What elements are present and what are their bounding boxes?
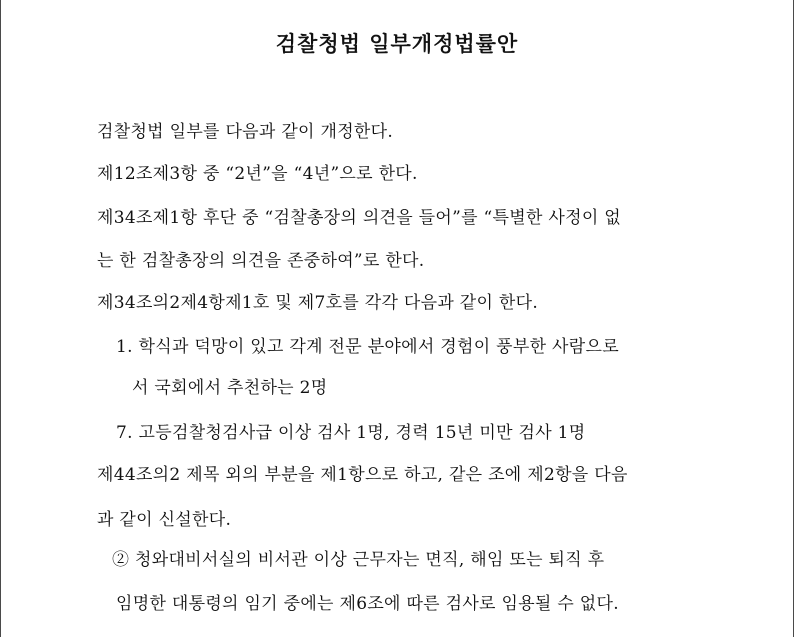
list-item-1-part1: 1. 학식과 덕망이 있고 각계 전문 분야에서 경험이 풍부한 사람으로 [116, 337, 619, 357]
paragraph-2-part2: 임명한 대통령의 임기 중에는 제6조에 따른 검사로 임용될 수 없다. [116, 594, 619, 614]
document-title: 검찰청법 일부개정법률안 [275, 32, 519, 56]
list-item-7: 7. 고등검찰청검사급 이상 검사 1명, 경력 15년 미만 검사 1명 [116, 423, 586, 443]
list-item-1-part2: 서 국회에서 추천하는 2명 [132, 378, 328, 398]
body-line-article-34-part1: 제34조제1항 후단 중 “검찰총장의 의견을 들어”를 “특별한 사정이 없 [97, 208, 621, 228]
body-line-article-12: 제12조제3항 중 “2년”을 “4년”으로 한다. [97, 164, 418, 184]
body-line-article-44-2-part2: 과 같이 신설한다. [97, 510, 232, 530]
body-line-article-34-part2: 는 한 검찰총장의 의견을 존중하여”로 한다. [97, 251, 425, 271]
body-line-amendment-intro: 검찰청법 일부를 다음과 같이 개정한다. [97, 122, 394, 142]
body-line-article-34-2: 제34조의2제4항제1호 및 제7호를 각각 다음과 같이 한다. [97, 293, 539, 313]
page-left-border [0, 0, 1, 637]
paragraph-2-part1: ② 청와대비서실의 비서관 이상 근무자는 면직, 해임 또는 퇴직 후 [112, 550, 605, 570]
body-line-article-44-2-part1: 제44조의2 제목 외의 부분을 제1항으로 하고, 같은 조에 제2항을 다음 [97, 465, 628, 485]
